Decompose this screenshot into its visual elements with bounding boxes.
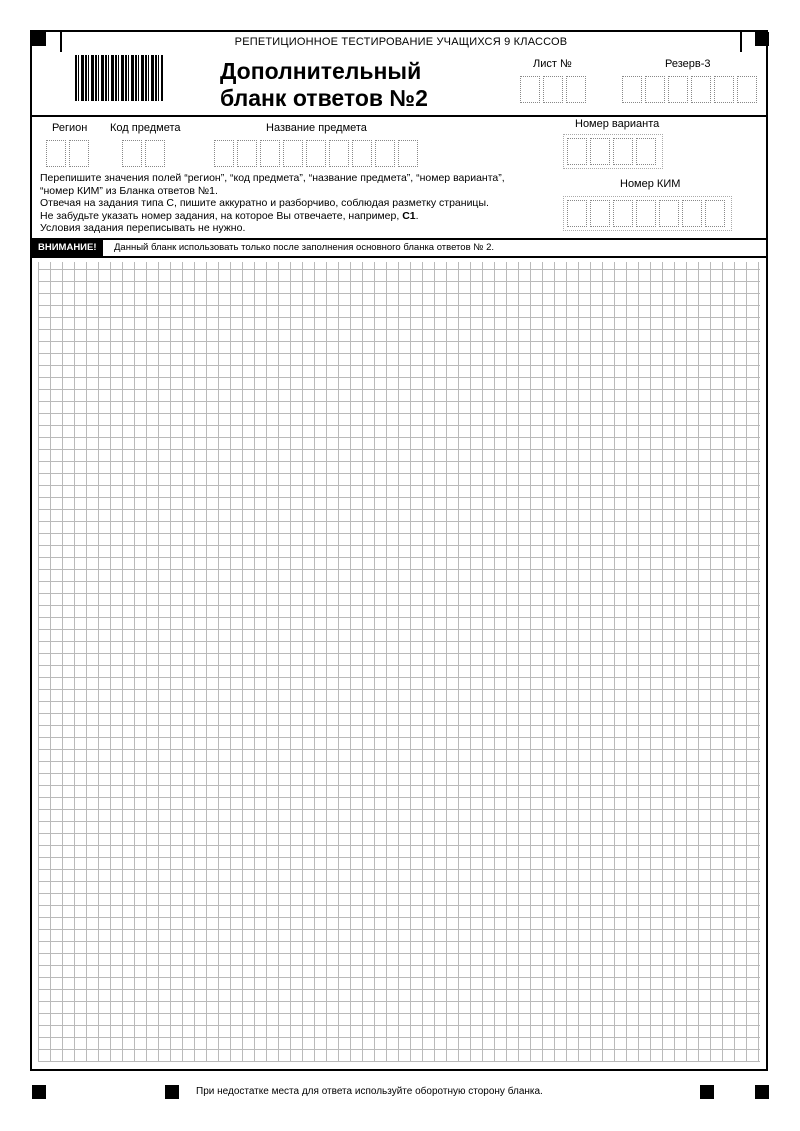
subject-name-cell[interactable] (329, 140, 349, 167)
warning-bar (32, 240, 766, 256)
region-cells (46, 140, 92, 167)
form-title-line1: Дополнительный (220, 58, 422, 84)
warning-text: Данный бланк использовать только после заполнения основного бланка ответов № 2. (114, 242, 495, 253)
subject-code-label: Код предмета (110, 122, 181, 134)
kim-number-cell[interactable] (682, 200, 702, 227)
kim-number-cell[interactable] (636, 200, 656, 227)
subject-name-cell[interactable] (283, 140, 303, 167)
variant-number-cell[interactable] (636, 138, 656, 165)
subject-name-label: Название предмета (266, 122, 367, 134)
sheet-number-cells (520, 76, 589, 103)
reserve-cell[interactable] (622, 76, 642, 103)
top-title: РЕПЕТИЦИОННОЕ ТЕСТИРОВАНИЕ УЧАЩИХСЯ 9 КЛАССОВ (60, 30, 742, 52)
instructions (40, 172, 540, 235)
instruction-line: Отвечая на задания типа С, пишите аккуратно и разборчиво, соблюдая разметку страницы. (40, 197, 489, 209)
subject-name-cell[interactable] (214, 140, 234, 167)
instruction-line (40, 210, 540, 223)
instruction-line: “номер КИМ” из Бланка ответов №1. (40, 184, 218, 197)
kim-number-cells (563, 196, 732, 231)
reserve-cell[interactable] (691, 76, 711, 103)
instruction-text: Не забудьте указать номер задания, на которое Вы отвечаете, например, (40, 209, 403, 222)
reserve-label: Резерв-3 (665, 58, 711, 70)
task-example: С1 (402, 209, 416, 222)
region-cell[interactable] (69, 140, 89, 167)
instruction-text: . (415, 209, 419, 222)
reserve-cell[interactable] (714, 76, 734, 103)
alignment-marker (32, 1085, 46, 1099)
variant-number-cells (563, 134, 663, 169)
subject-name-cell[interactable] (306, 140, 326, 167)
variant-number-cell[interactable] (567, 138, 587, 165)
subject-code-cell[interactable] (122, 140, 142, 167)
warning-label: ВНИМАНИЕ! (32, 240, 103, 256)
subject-name-cell[interactable] (375, 140, 395, 167)
reserve-cells (622, 76, 760, 103)
variant-number-cell[interactable] (590, 138, 610, 165)
form-title (220, 58, 520, 112)
subject-name-cells (214, 140, 421, 167)
subject-code-cell[interactable] (145, 140, 165, 167)
instruction-line: Перепишите значения полей “регион”, “код предмета”, “название предмета”, “номер варианта”, (40, 172, 505, 184)
answer-grid[interactable] (38, 262, 760, 1062)
kim-number-cell[interactable] (567, 200, 587, 227)
variant-number-label: Номер варианта (575, 118, 660, 130)
divider (30, 256, 768, 258)
variant-number-cell[interactable] (613, 138, 633, 165)
reserve-cell[interactable] (645, 76, 665, 103)
subject-name-cell[interactable] (237, 140, 257, 167)
region-cell[interactable] (46, 140, 66, 167)
kim-number-cell[interactable] (613, 200, 633, 227)
sheet-number-cell[interactable] (520, 76, 540, 103)
sheet-number-cell[interactable] (543, 76, 563, 103)
subject-name-cell[interactable] (260, 140, 280, 167)
instruction-line: Условия задания переписывать не нужно. (40, 222, 246, 234)
divider (30, 115, 768, 117)
alignment-marker (165, 1085, 179, 1099)
subject-name-cell[interactable] (398, 140, 418, 167)
region-label: Регион (52, 122, 88, 134)
alignment-marker (700, 1085, 714, 1099)
subject-code-cells (122, 140, 168, 167)
barcode (75, 55, 163, 101)
kim-number-cell[interactable] (659, 200, 679, 227)
sheet-number-cell[interactable] (566, 76, 586, 103)
reserve-cell[interactable] (737, 76, 757, 103)
alignment-marker (755, 1085, 769, 1099)
form-title-line2: бланк ответов №2 (220, 85, 428, 111)
footer-note: При недостатке места для ответа используйте оборотную сторону бланка. (196, 1086, 543, 1097)
subject-name-cell[interactable] (352, 140, 372, 167)
kim-number-cell[interactable] (705, 200, 725, 227)
sheet-number-label: Лист № (533, 58, 572, 70)
kim-number-cell[interactable] (590, 200, 610, 227)
reserve-cell[interactable] (668, 76, 688, 103)
kim-number-label: Номер КИМ (620, 178, 681, 190)
